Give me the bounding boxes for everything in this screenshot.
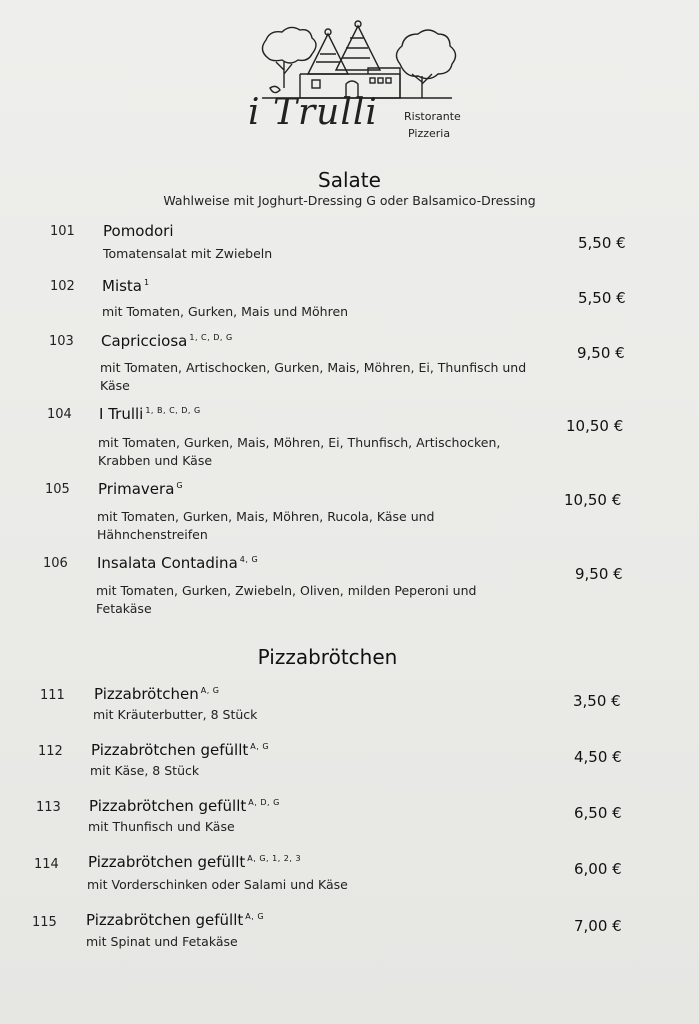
item-description: mit Käse, 8 Stück [90, 763, 200, 778]
item-number: 103 [49, 334, 74, 349]
item-number: 111 [40, 688, 65, 703]
item-description: mit Tomaten, Gurken, Zwiebeln, Oliven, milden Peperoni und Fetakäse [96, 583, 477, 616]
item-name: Pizzabrötchen gefüllt $^{A, D, G}$ [89, 797, 280, 815]
item-number: 106 [43, 556, 68, 571]
item-description: mit Tomaten, Gurken, Mais, Möhren, Ei, Thunfisch, Artischocken, Krabben und Käse [98, 435, 501, 468]
item-price: 4,50 € [574, 748, 622, 766]
item-number: 114 [34, 857, 59, 872]
item-number: 104 [47, 407, 72, 422]
item-number: 112 [38, 744, 63, 759]
section-subtitle-salate: Wahlweise mit Joghurt-Dressing G oder Balsamico-Dressing [163, 193, 536, 208]
item-price: 9,50 € [577, 344, 625, 362]
item-price: 10,50 € [564, 491, 622, 509]
item-name: Pizzabrötchen gefüllt $^{A, G, 1, 2, 3}$ [88, 853, 302, 871]
item-description: mit Spinat und Fetakäse [86, 934, 238, 949]
section-title-salate: Salate [318, 168, 381, 192]
item-name: Insalata Contadina $^{4, G}$ [97, 554, 259, 572]
item-name: Primavera $^G$ [98, 480, 184, 498]
item-description: mit Kräuterbutter, 8 Stück [93, 707, 258, 722]
item-name: Pizzabrötchen gefüllt $^{A, G}$ [86, 911, 265, 929]
brand-subtitle-pizzeria: Pizzeria [408, 127, 451, 140]
item-price: 10,50 € [566, 417, 624, 435]
brand-name: i Trulli [248, 92, 378, 133]
item-number: 113 [36, 800, 61, 815]
item-name: Mista $^1$ [102, 277, 150, 295]
item-number: 115 [32, 915, 57, 930]
item-price: 5,50 € [578, 234, 626, 252]
item-name: Capricciosa $^{1, C, D, G}$ [101, 332, 233, 350]
item-description: mit Thunfisch und Käse [88, 819, 235, 834]
section-title-pizzabroetchen: Pizzabrötchen [257, 645, 398, 669]
item-description: mit Tomaten, Gurken, Mais, Möhren, Rucola, Käse und Hähnchenstreifen [97, 509, 435, 542]
item-name: Pomodori [103, 222, 174, 240]
item-price: 5,50 € [578, 289, 626, 307]
item-price: 7,00 € [574, 917, 622, 935]
item-price: 6,50 € [574, 804, 622, 822]
item-number: 101 [50, 224, 75, 239]
item-description: mit Tomaten, Gurken, Mais und Möhren [102, 304, 349, 319]
item-name: I Trulli $^{1, B, C, D, G}$ [99, 405, 201, 423]
item-price: 3,50 € [573, 692, 621, 710]
item-name: Pizzabrötchen $^{A, G}$ [94, 685, 220, 703]
item-price: 9,50 € [575, 565, 623, 583]
item-description: mit Tomaten, Artischocken, Gurken, Mais, Möhren, Ei, Thunfisch und Käse [100, 360, 527, 393]
item-name: Pizzabrötchen gefüllt $^{A, G}$ [91, 741, 270, 759]
item-number: 105 [45, 482, 70, 497]
item-number: 102 [50, 279, 75, 294]
item-description: mit Vorderschinken oder Salami und Käse [87, 877, 348, 892]
brand-subtitle-ristorante: Ristorante [404, 110, 461, 123]
item-price: 6,00 € [574, 860, 622, 878]
item-description: Tomatensalat mit Zwiebeln [103, 246, 273, 261]
